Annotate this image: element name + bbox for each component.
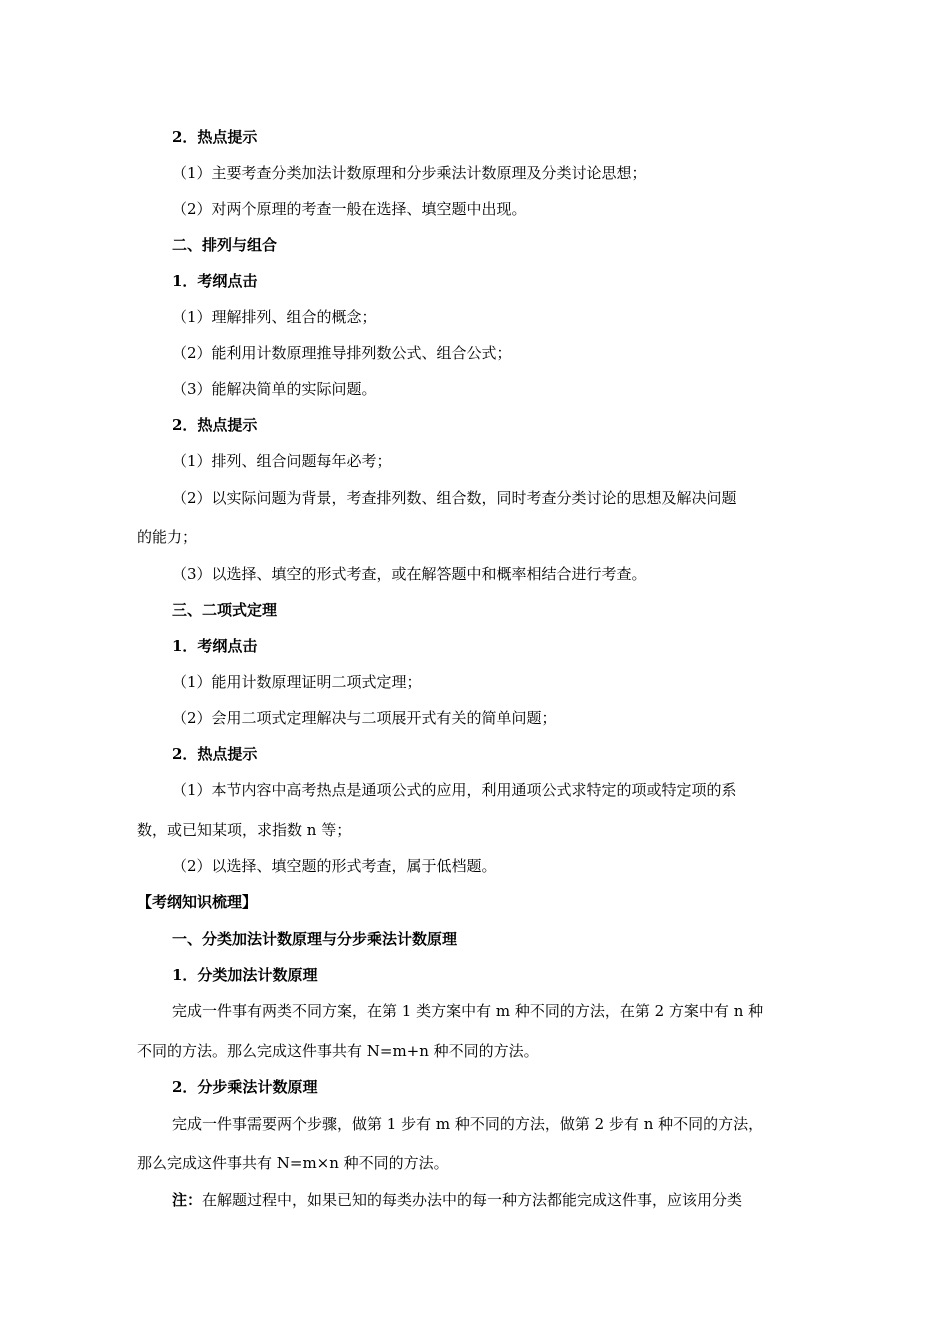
paragraph-line: 完成一件事有两类不同方案，在第 1 类方案中有 m 种不同的方法，在第 2 方案中有 n 种 [172, 1002, 764, 1020]
section-heading-principles: 一、分类加法计数原理与分步乘法计数原理 [172, 930, 458, 948]
paragraph-line: 不同的方法。那么完成这件事共有 N=m+n 种不同的方法。 [137, 1042, 539, 1060]
note-line [172, 1190, 742, 1210]
subheading-addition-principle: 1．分类加法计数原理 [172, 966, 318, 984]
note-text: 在解题过程中，如果已知的每类办法中的每一种方法都能完成这件事，应该用分类 [202, 1191, 743, 1209]
list-item-continuation: 的能力； [137, 528, 198, 546]
list-item: （1）排列、组合问题每年必考； [172, 452, 392, 470]
section-heading-knowledge: 【考纲知识梳理】 [137, 893, 258, 911]
subheading-outline-2: 1．考纲点击 [172, 272, 258, 290]
list-item: （2）能利用计数原理推导排列数公式、组合公式； [172, 344, 512, 362]
list-item-continuation: 数，或已知某项，求指数 n 等； [137, 821, 352, 839]
subheading-multiplication-principle: 2．分步乘法计数原理 [172, 1078, 318, 1096]
subheading-hotspot-1: 2．热点提示 [172, 128, 258, 146]
paragraph-line: 完成一件事需要两个步骤，做第 1 步有 m 种不同的方法，做第 2 步有 n 种不同的方法， [172, 1115, 764, 1133]
paragraph-line: 那么完成这件事共有 N=m×n 种不同的方法。 [137, 1154, 449, 1172]
subheading-outline-3: 1．考纲点击 [172, 637, 258, 655]
subheading-hotspot-3: 2．热点提示 [172, 745, 258, 763]
list-item: （1）本节内容中高考热点是通项公式的应用，利用通项公式求特定的项或特定项的系 [172, 781, 737, 799]
list-item: （2）对两个原理的考查一般在选择、填空题中出现。 [172, 200, 527, 218]
section-heading-permutation: 二、排列与组合 [172, 236, 278, 254]
list-item: （3）能解决简单的实际问题。 [172, 380, 377, 398]
list-item: （3）以选择、填空的形式考查，或在解答题中和概率相结合进行考查。 [172, 565, 647, 583]
list-item: （1）主要考查分类加法计数原理和分步乘法计数原理及分类讨论思想； [172, 164, 647, 182]
note-label: 注： [172, 1191, 203, 1209]
list-item: （2）以选择、填空题的形式考查，属于低档题。 [172, 857, 497, 875]
section-heading-binomial: 三、二项式定理 [172, 601, 278, 619]
list-item: （2）以实际问题为背景，考查排列数、组合数，同时考查分类讨论的思想及解决问题 [172, 489, 737, 507]
subheading-hotspot-2: 2．热点提示 [172, 416, 258, 434]
list-item: （1）理解排列、组合的概念； [172, 308, 377, 326]
list-item: （2）会用二项式定理解决与二项展开式有关的简单问题； [172, 709, 557, 727]
list-item: （1）能用计数原理证明二项式定理； [172, 673, 422, 691]
